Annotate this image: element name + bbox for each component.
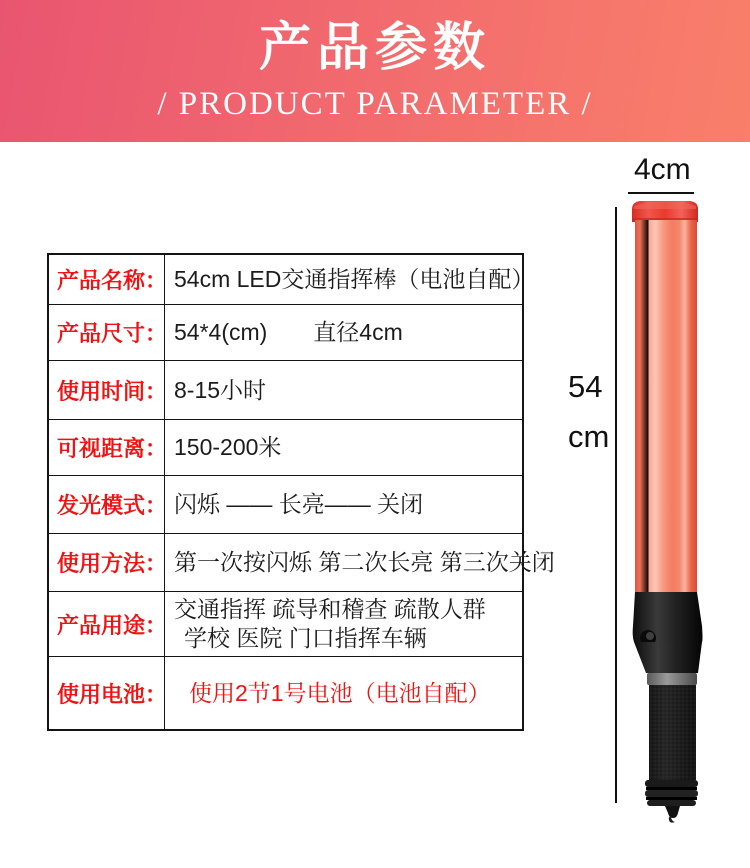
- row-value-text: 54*4(cm) 直径4cm: [174, 319, 403, 346]
- row-value-line2: 学校 医院 门口指挥车辆: [184, 625, 427, 651]
- row-label: 产品用途：: [49, 592, 165, 656]
- header-banner: [0, 0, 750, 142]
- row-label: 使用时间：: [49, 361, 165, 419]
- row-value: [165, 534, 555, 591]
- row-label: 发光模式：: [49, 476, 165, 533]
- traffic-baton-image: [610, 196, 720, 826]
- table-row: [49, 255, 535, 304]
- page-subtitle: / PRODUCT PARAMETER /: [157, 85, 593, 122]
- diameter-dimension-line: [628, 192, 694, 194]
- table-row: [49, 533, 555, 591]
- row-value-text: 闪烁 —— 长亮—— 关闭: [174, 491, 424, 518]
- row-value: [165, 476, 522, 533]
- baton-tube: [635, 220, 697, 592]
- row-value-text: 8-15小时: [174, 376, 267, 403]
- row-label: 可视距离：: [49, 420, 165, 475]
- row-value: [165, 592, 522, 656]
- row-value: [165, 420, 522, 475]
- spec-table: [47, 253, 555, 731]
- row-label: 使用方法：: [49, 534, 165, 591]
- table-row: [49, 419, 522, 475]
- table-row: [49, 304, 522, 360]
- table-row: [49, 360, 522, 419]
- row-value-line1: 交通指挥 疏导和稽查 疏散人群: [174, 596, 486, 623]
- row-value-text: 第一次按闪烁 第二次长亮 第三次关闭: [174, 549, 555, 576]
- table-row: [49, 656, 522, 729]
- row-value-text: 54cm LED交通指挥棒（电池自配）: [174, 266, 535, 293]
- baton-cap: [632, 201, 698, 222]
- length-dimension-label: [568, 362, 614, 462]
- length-unit: cm: [568, 419, 610, 454]
- row-value-highlighted: [165, 657, 522, 729]
- baton-gray-band: [647, 673, 697, 685]
- length-value: 54: [568, 369, 603, 404]
- row-value: [165, 255, 534, 304]
- row-label: 使用电池：: [49, 657, 165, 729]
- page-title: 产品参数: [258, 19, 491, 78]
- row-value: [165, 305, 522, 360]
- baton-strap-stub: [665, 806, 680, 818]
- table-row: [49, 475, 522, 533]
- row-value-text: 150-200米: [174, 434, 282, 461]
- baton-base-rings: [645, 780, 698, 806]
- baton-neck: [634, 642, 702, 673]
- diameter-dimension-label: 4cm: [634, 153, 691, 186]
- row-label: 产品名称：: [49, 255, 165, 304]
- table-row: [49, 591, 522, 656]
- row-label: 产品尺寸：: [49, 305, 165, 360]
- row-value: [165, 361, 522, 419]
- row-value-text: 使用2节1号电池（电池自配）: [189, 679, 491, 706]
